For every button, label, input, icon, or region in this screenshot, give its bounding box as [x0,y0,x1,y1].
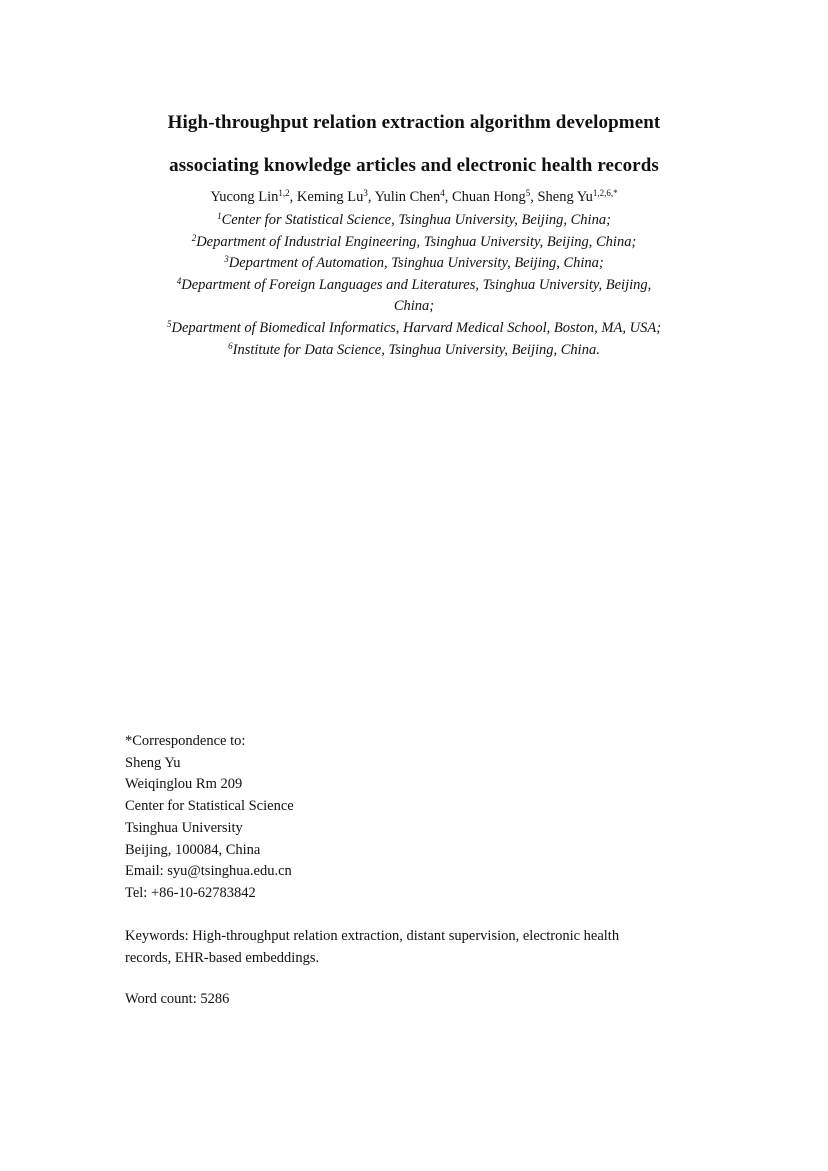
paper-title-line-1: High-throughput relation extraction algorithm development [167,112,661,133]
affiliation: $^2$Department of Industrial Engineering, Tsinghua University, Beijing, China; [191,232,637,250]
affiliation-list [155,210,673,361]
author: Sheng $Yu^{1,2,6,*}$ [537,188,618,205]
correspondence-university: Tsinghua University [125,819,243,836]
keywords: Keywords: High-throughput relation extraction, distant supervision, electronic health records, EHR-based embeddings. [125,928,620,966]
correspondence-heading: *Correspondence to: [125,733,246,749]
correspondence-phone: Tel: +86-10-62783842 [125,884,256,901]
affiliation: $^4$Department of Foreign Languages and Literatures, Tsinghua University, Beijing, China; [176,275,652,315]
correspondence-city: Beijing, 100084, China [125,841,261,858]
author-list [0,189,828,206]
affiliation: $^3$Department of Automation, Tsinghua University, Beijing, China; [224,254,604,272]
affiliation: $^5$Department of Biomedical Informatics, Harvard Medical School, Boston, MA, USA; [166,318,662,336]
author: Yulin Chen$^4$, [374,188,452,205]
correspondence-email: Email: syu@tsinghua.edu.cn [125,863,292,880]
correspondence-center: Center for Statistical Science [125,798,294,815]
paper-title-line-2: associating knowledge articles and electronic health records [169,155,659,176]
correspondence-block [125,731,294,905]
author: Yucong Lin$^{1,2}$, [210,188,297,205]
author: Chuan Hong$^5$, [451,188,538,205]
correspondence-room: Weiqinglou Rm 209 [125,776,243,793]
word-count: Word count: 5286 [125,991,230,1007]
author: Keming Lu$^3$, [296,188,375,205]
affiliation: $^6$Institute for Data Science, Tsinghua University, Beijing, China. [228,340,600,358]
correspondence-name: Sheng Yu [125,754,181,771]
affiliation: $^1$Center for Statistical Science, Tsinghua University, Beijing, China; [217,211,611,228]
